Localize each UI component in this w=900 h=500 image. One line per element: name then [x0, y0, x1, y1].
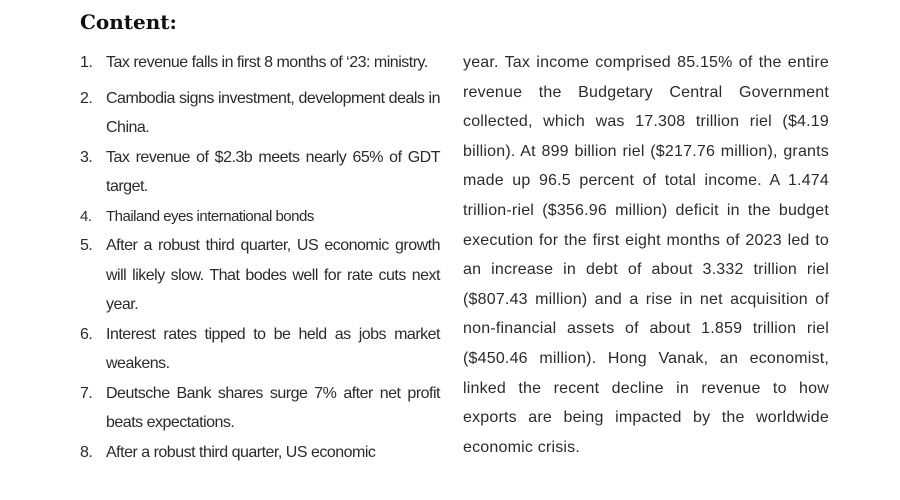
list-item-number: 4. — [80, 207, 92, 225]
list-item-text: Deutsche Bank shares surge 7% after net profit beats expectations. — [106, 384, 440, 431]
list-item-number: 8. — [80, 443, 93, 461]
list-item — [80, 379, 440, 438]
content-heading: Content: — [80, 10, 177, 34]
list-item — [80, 48, 440, 78]
list-item — [80, 231, 440, 320]
list-item-number: 7. — [80, 384, 93, 402]
list-item — [80, 438, 440, 468]
list-item-number: 3. — [80, 148, 93, 166]
list-item-number: 6. — [80, 325, 93, 343]
list-item-text: Interest rates tipped to be held as jobs market weakens. — [106, 325, 440, 372]
list-item-number: 2. — [80, 89, 93, 107]
list-item-text: Tax revenue falls in first 8 months of ‘23: ministry. — [106, 54, 428, 71]
list-item-number: 5. — [80, 237, 93, 254]
article-body: year. Tax income comprised 85.15% of the entire revenue the Budgetary Central Government collected, which was 17.308 trillion riel ($4.19 billion). At 899 billion riel ($217.76 million), grants made up 96.5 percent of total income. A 1.474 trillion-riel ($356.96 million) deficit in the budget execution for the first eight months of 2023 led to an increase in debt of about 3.332 trillion riel ($807.43 million) and a rise in net acquisition of non-financial assets of about 1.859 trillion riel ($450.46 million). Hong Vanak, an economist, linked the recent decline in revenue to how exports are being impacted by the worldwide economic crisis. — [463, 54, 829, 456]
list-item-number: 1. — [80, 54, 93, 71]
list-item — [80, 84, 440, 143]
list-item-text: After a robust third quarter, US economic — [106, 443, 376, 461]
headline-list — [80, 48, 440, 467]
list-item — [80, 143, 440, 202]
list-item-text: Tax revenue of $2.3b meets nearly 65% of GDT target. — [106, 148, 440, 195]
list-item — [80, 320, 440, 379]
list-item — [80, 202, 440, 232]
list-item-text: Thailand eyes international bonds — [106, 207, 314, 225]
list-item-text: After a robust third quarter, US economic growth will likely slow. That bodes well for rate cuts next year. — [106, 237, 440, 313]
list-item-text: Cambodia signs investment, development deals in China. — [106, 89, 440, 136]
